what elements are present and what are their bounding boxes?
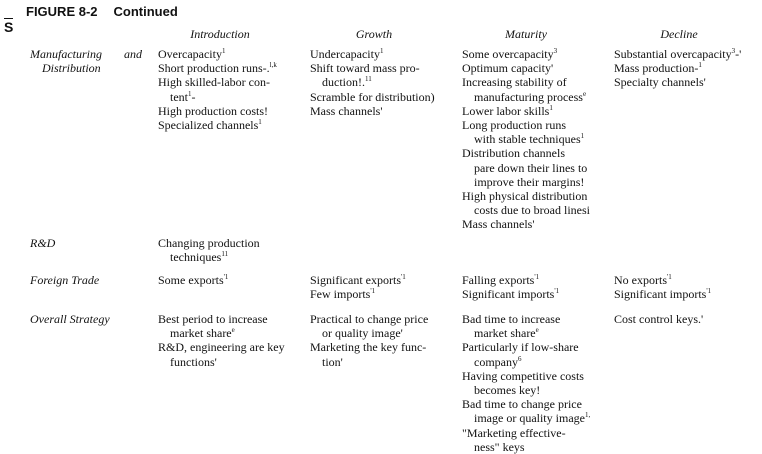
cell-manufacturing-distribution-maturity — [462, 47, 590, 232]
footnote-marker: 1 — [580, 132, 585, 141]
cell-line-text: Bad time to increase — [462, 312, 561, 326]
cell-line-text: High production costs! — [158, 103, 268, 118]
column-header-growth: Growth — [355, 27, 393, 41]
cell-line-text: Undercapacity — [310, 47, 380, 61]
cell-line — [614, 75, 741, 89]
cell-line — [310, 287, 406, 301]
cell-foreign-trade-introduction — [158, 273, 228, 287]
cell-line-text: Specialized channels — [158, 118, 259, 133]
cell-line-suffix: - — [191, 89, 196, 104]
cell-line-text: Few imports — [310, 287, 371, 302]
cell-line-text: duction!. — [322, 75, 365, 90]
cell-line-text: Specialty channels' — [614, 75, 706, 90]
cell-line-text: Increasing stability of — [462, 75, 567, 90]
column-header-decline: Decline — [660, 27, 698, 41]
cell-line — [158, 340, 285, 354]
cell-line-text: Having competitive costs — [462, 368, 584, 383]
cell-manufacturing-distribution-introduction — [158, 47, 277, 132]
cell-line — [158, 326, 285, 340]
cell-line — [158, 90, 277, 104]
footnote-marker: 1 — [188, 89, 192, 98]
cell-line-text: "Marketing effective- — [462, 425, 566, 440]
footnote-marker: 11 — [365, 75, 372, 84]
cell-line — [462, 340, 590, 354]
footnote-marker: 1 — [379, 47, 384, 55]
cell-line — [462, 355, 590, 369]
footnote-marker: 3 — [553, 47, 558, 55]
cell-line-text: Lower labor skills — [462, 103, 550, 118]
margin-section-mark: S — [4, 19, 14, 35]
cell-line — [310, 104, 435, 118]
cell-line — [462, 426, 590, 440]
cell-line-text: market share — [474, 326, 536, 341]
cell-line-text: functions' — [170, 354, 217, 369]
footnote-marker: e — [231, 326, 235, 335]
row-label-line: Foreign Trade — [30, 273, 100, 287]
footnote-marker: e — [582, 89, 587, 98]
cell-line — [614, 287, 711, 301]
cell-line-text: Marketing the key func- — [310, 340, 427, 355]
cell-line-text: Long production runs — [462, 118, 566, 133]
cell-line-text: High physical distribution — [462, 189, 588, 204]
row-label-line: R&D — [30, 236, 56, 250]
cell-line-text: Short production runs-. — [158, 61, 270, 76]
cell-line-text: tion' — [322, 354, 343, 369]
cell-line — [462, 146, 590, 160]
cell-line — [310, 90, 435, 104]
cell-line — [310, 61, 435, 75]
cell-line-text: Mass channels' — [310, 103, 383, 118]
cell-line — [462, 175, 590, 189]
cell-rd-introduction — [158, 236, 260, 264]
footnote-marker: 3 — [731, 47, 736, 55]
footnote-marker: e — [535, 326, 539, 335]
cell-line-text: Significant imports — [614, 287, 707, 302]
cell-line-text: or quality image' — [322, 326, 403, 341]
cell-line — [158, 61, 277, 75]
row-label-overall-strategy — [30, 312, 110, 326]
cell-line — [310, 355, 428, 369]
cell-line-text: Distribution channels — [462, 146, 565, 161]
cell-line — [462, 369, 590, 383]
cell-foreign-trade-maturity — [462, 273, 559, 301]
cell-line — [158, 118, 277, 132]
cell-line-text: tent — [170, 89, 188, 104]
cell-line-text: costs due to broad linesi — [474, 203, 590, 218]
cell-line-text: manufacturing process — [474, 89, 583, 104]
cell-line — [462, 203, 590, 217]
cell-line-text: image or quality image — [474, 411, 585, 426]
cell-line-text: Falling exports — [462, 273, 535, 287]
footnote-marker: '1 — [400, 273, 406, 281]
row-label-foreign-trade — [30, 273, 99, 287]
cell-line-text: ness" keys — [474, 439, 525, 454]
cell-line — [462, 383, 590, 397]
cell-line — [310, 47, 435, 61]
cell-line — [158, 273, 228, 287]
cell-line-text: Practical to change price — [310, 312, 429, 326]
footnote-marker: '1 — [554, 287, 560, 296]
cell-line — [462, 217, 590, 231]
cell-line — [462, 61, 590, 75]
cell-line — [462, 189, 590, 203]
cell-line-text: No exports — [614, 273, 667, 287]
footnote-marker: 6 — [518, 354, 522, 363]
cell-line-text: company — [474, 354, 518, 369]
cell-line-text: Bad time to change price — [462, 397, 582, 412]
cell-line-text: Scramble for distribution) — [310, 89, 435, 104]
cell-line-text: market share — [170, 326, 232, 341]
cell-manufacturing-distribution-decline — [614, 47, 741, 90]
cell-line-text: Significant imports — [462, 287, 555, 302]
cell-foreign-trade-growth — [310, 273, 406, 301]
cell-line-text: with stable techniques — [474, 132, 581, 147]
cell-line-text: Best period to increase — [158, 312, 268, 326]
footnote-marker: l,k — [269, 61, 277, 70]
cell-line — [310, 75, 435, 89]
row-label-line: Manufacturing and — [30, 47, 142, 61]
cell-line — [462, 326, 590, 340]
footnote-marker: '1 — [706, 287, 712, 296]
column-header-maturity: Maturity — [505, 27, 547, 41]
cell-line — [614, 312, 703, 326]
cell-line — [462, 90, 590, 104]
row-label-rd — [30, 236, 55, 250]
footnote-marker: 1 — [698, 61, 702, 70]
cell-line — [158, 312, 285, 326]
cell-line — [614, 273, 711, 287]
cell-line-text: Significant exports — [310, 273, 401, 287]
cell-line — [462, 161, 590, 175]
footnote-marker: 1, — [584, 411, 591, 420]
cell-line-text: Substantial overcapacity — [614, 47, 732, 61]
cell-line-text: Cost control keys.' — [614, 312, 704, 326]
cell-line — [158, 104, 277, 118]
cell-line-text: High skilled-labor con- — [158, 75, 270, 90]
cell-line — [158, 250, 260, 264]
cell-line — [462, 104, 590, 118]
figure-title — [26, 4, 178, 19]
cell-line — [462, 47, 590, 61]
cell-line-text: Some overcapacity — [462, 47, 554, 61]
cell-line — [158, 75, 277, 89]
cell-line-text: improve their margins! — [474, 174, 585, 189]
cell-line — [462, 132, 590, 146]
cell-manufacturing-distribution-growth — [310, 47, 435, 118]
column-header-introduction: Introduction — [190, 27, 250, 41]
cell-line — [158, 47, 277, 61]
cell-line — [158, 355, 285, 369]
cell-line — [614, 47, 741, 61]
cell-line-text: Mass production- — [614, 61, 699, 76]
row-label-line: Distribution — [42, 61, 101, 75]
cell-line-text: Changing production — [158, 236, 260, 250]
cell-line — [462, 118, 590, 132]
footnote-marker: '1 — [534, 273, 540, 281]
cell-foreign-trade-decline — [614, 273, 711, 301]
figure-continued: Continued — [113, 4, 178, 19]
cell-line — [462, 397, 590, 411]
footnote-marker: 1 — [258, 118, 262, 127]
cell-line-text: Overcapacity — [158, 47, 222, 61]
cell-line — [614, 61, 741, 75]
footnote-marker: 1 — [549, 103, 553, 112]
cell-line-text: R&D, engineering are key — [158, 340, 285, 355]
cell-line — [462, 287, 559, 301]
figure-label: FIGURE 8-2 — [26, 4, 98, 19]
row-label-line: Overall Strategy — [30, 312, 110, 326]
cell-overall-strategy-decline — [614, 312, 703, 326]
cell-line — [462, 411, 590, 425]
footnote-marker: '1 — [667, 273, 672, 281]
cell-line-text: techniques — [170, 250, 222, 265]
cell-overall-strategy-maturity — [462, 312, 590, 454]
footnote-marker: 1 — [221, 47, 226, 55]
footnote-marker: 11 — [221, 250, 229, 259]
row-label-manufacturing-distribution — [30, 47, 142, 75]
cell-overall-strategy-introduction — [158, 312, 285, 369]
cell-line — [462, 75, 590, 89]
cell-line-text: Mass channels' — [462, 217, 535, 232]
cell-line-text: Some exports — [158, 273, 224, 287]
cell-line — [310, 273, 406, 287]
cell-line — [310, 340, 428, 354]
cell-line — [462, 312, 590, 326]
footnote-marker: '1 — [223, 273, 229, 281]
cell-line-text: Optimum capacity' — [462, 61, 554, 76]
cell-line-suffix: -' — [735, 47, 742, 61]
cell-line — [158, 236, 260, 250]
cell-line-text: Particularly if low-share — [462, 340, 579, 355]
cell-overall-strategy-growth — [310, 312, 428, 369]
cell-line — [310, 326, 428, 340]
cell-line-text: becomes key! — [474, 383, 541, 398]
cell-line — [462, 273, 559, 287]
cell-line-text: pare down their lines to — [474, 160, 588, 175]
footnote-marker: '1 — [370, 287, 376, 296]
cell-line-text: Shift toward mass pro- — [310, 61, 420, 76]
cell-line — [310, 312, 428, 326]
